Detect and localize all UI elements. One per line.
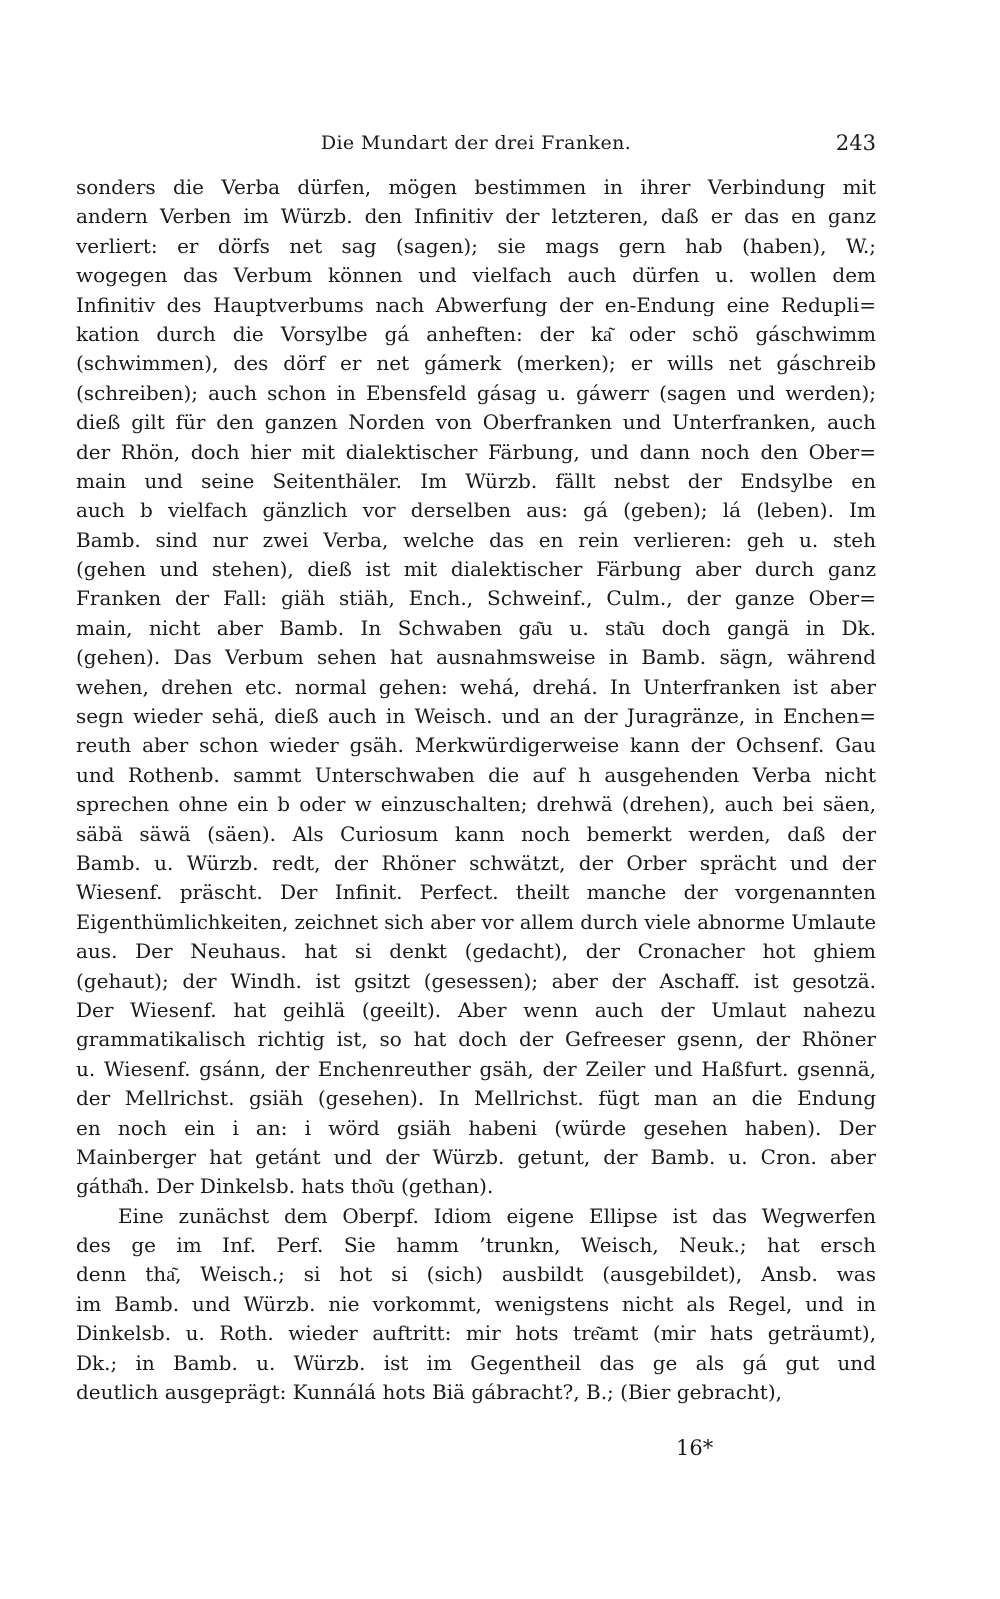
text-line: main, nicht aber Bamb. In Schwaben ga͂u u. sta͂u doch gangä in Dk. (76, 615, 876, 640)
text-line: (gehen und stehen), dieß ist mit dialektischer Färbung aber durch ganz (76, 557, 876, 582)
text-line: verliert: er dörfs net sag (sagen); sie mags gern hab (haben), W.; (76, 233, 876, 258)
text-line: Bamb. u. Würzb. redt, der Rhöner schwätzt, der Orber sprächt und der (76, 850, 876, 875)
text-line: wogegen das Verbum können und vielfach auch dürfen u. wollen dem (76, 263, 876, 288)
text-line: grammatikalisch richtig ist, so hat doch der Gefreeser gsenn, der Rhöner (76, 1027, 876, 1052)
text-line: sprechen ohne ein b oder w einzuschalten; drehwä (drehen), auch bei säen, (76, 792, 876, 817)
text-line: reuth aber schon wieder gsäh. Merkwürdigerweise kann der Ochsenf. Gau (76, 733, 876, 758)
text-line: des ge im Inf. Perf. Sie hamm ’trunkn, Weisch, Neuk.; hat ersch (76, 1233, 876, 1258)
text-line: im Bamb. und Würzb. nie vorkommt, wenigstens nicht als Regel, und in (76, 1291, 876, 1316)
text-line: Der Wiesenf. hat geihlä (geeilt). Aber wenn auch der Umlaut nahezu (76, 997, 876, 1022)
text-line: (gehen). Das Verbum sehen hat ausnahmsweise in Bamb. sägn, während (76, 645, 876, 670)
text-line: (gehaut); der Windh. ist gsitzt (gesessen); aber der Aschaff. ist gesotzä. (76, 968, 876, 993)
text-line: der Rhön, doch hier mit dialektischer Färbung, und dann noch den Ober= (76, 439, 876, 464)
page-number: 243 (835, 131, 876, 155)
text-line: deutlich ausgeprägt: Kunnálá hots Biä gábracht?, B.; (Bier gebracht), (76, 1380, 782, 1405)
text-line: Wiesenf. präscht. Der Infinit. Perfect. theilt manche der vorgenannten (76, 880, 876, 905)
text-line: denn tha͂, Weisch.; si hot si (sich) ausbildt (ausgebildet), Ansb. was (76, 1262, 876, 1287)
text-line: Dk.; in Bamb. u. Würzb. ist im Gegentheil das ge als gá gut und (76, 1350, 876, 1375)
text-line: u. Wiesenf. gsánn, der Enchenreuther gsäh, der Zeiler und Haßfurt. gsennä, (76, 1056, 876, 1081)
text-line: (schwimmen), des dörf er net gámerk (merken); er wills net gáschreib (76, 351, 876, 376)
text-line: main und seine Seitenthäler. Im Würzb. fällt nebst der Endsylbe en (76, 468, 876, 493)
body-text (76, 173, 876, 1407)
text-line: andern Verben im Würzb. den Infinitiv der letzteren, daß er das en ganz (76, 204, 876, 229)
signature-mark: 16* (676, 1436, 714, 1460)
text-line: auch b vielfach gänzlich vor derselben aus: gá (geben); lá (leben). Im (76, 498, 876, 523)
text-line: Franken der Fall: giäh stiäh, Ench., Schweinf., Culm., der ganze Ober= (76, 586, 876, 611)
text-line: Eine zunächst dem Oberpf. Idiom eigene Ellipse ist das Wegwerfen (118, 1203, 876, 1228)
text-line: Infinitiv des Hauptverbums nach Abwerfung der en-Endung eine Redupli= (76, 292, 876, 317)
text-line: Bamb. sind nur zwei Verba, welche das en rein verlieren: geh u. steh (76, 527, 876, 552)
text-line: Eigenthümlichkeiten, zeichnet sich aber vor allem durch viele abnorme Umlaute (76, 910, 876, 934)
text-line: und Rothenb. sammt Unterschwaben die auf h ausgehenden Verba nicht (76, 762, 876, 787)
text-line: der Mellrichst. gsiäh (gesehen). In Mellrichst. fügt man an die Endung (76, 1086, 876, 1111)
text-line: aus. Der Neuhaus. hat si denkt (gedacht), der Cronacher hot ghiem (76, 939, 876, 964)
text-line: sonders die Verba dürfen, mögen bestimmen in ihrer Verbindung mit (76, 175, 876, 199)
text-line: säbä säwä (säen). Als Curiosum kann noch bemerkt werden, daß der (76, 821, 876, 846)
text-line: wehen, drehen etc. normal gehen: wehá, drehá. In Unterfranken ist aber (76, 674, 876, 699)
text-line: Dinkelsb. u. Roth. wieder auftritt: mir hots tre͂amt (mir hats geträumt), (76, 1321, 876, 1346)
text-line: dieß gilt für den ganzen Norden von Oberfranken und Unterfranken, auch (76, 410, 876, 435)
text-line: gátha͂h. Der Dinkelsb. hats tho͂u (gethan). (76, 1174, 494, 1199)
text-line: en noch ein i an: i wörd gsiäh habeni (würde gesehen haben). Der (76, 1115, 876, 1140)
text-line: segn wieder sehä, dieß auch in Weisch. und an der Juragränze, in Enchen= (76, 704, 876, 729)
text-line: Mainberger hat getánt und der Würzb. getunt, der Bamb. u. Cron. aber (76, 1144, 876, 1169)
text-line: (schreiben); auch schon in Ebensfeld gásag u. gáwerr (sagen und werden); (76, 380, 876, 405)
text-line: kation durch die Vorsylbe gá anheften: der ka͂ oder schö gáschwimm (76, 321, 876, 346)
running-title: Die Mundart der drei Franken. (320, 132, 632, 154)
page-header (76, 128, 876, 158)
